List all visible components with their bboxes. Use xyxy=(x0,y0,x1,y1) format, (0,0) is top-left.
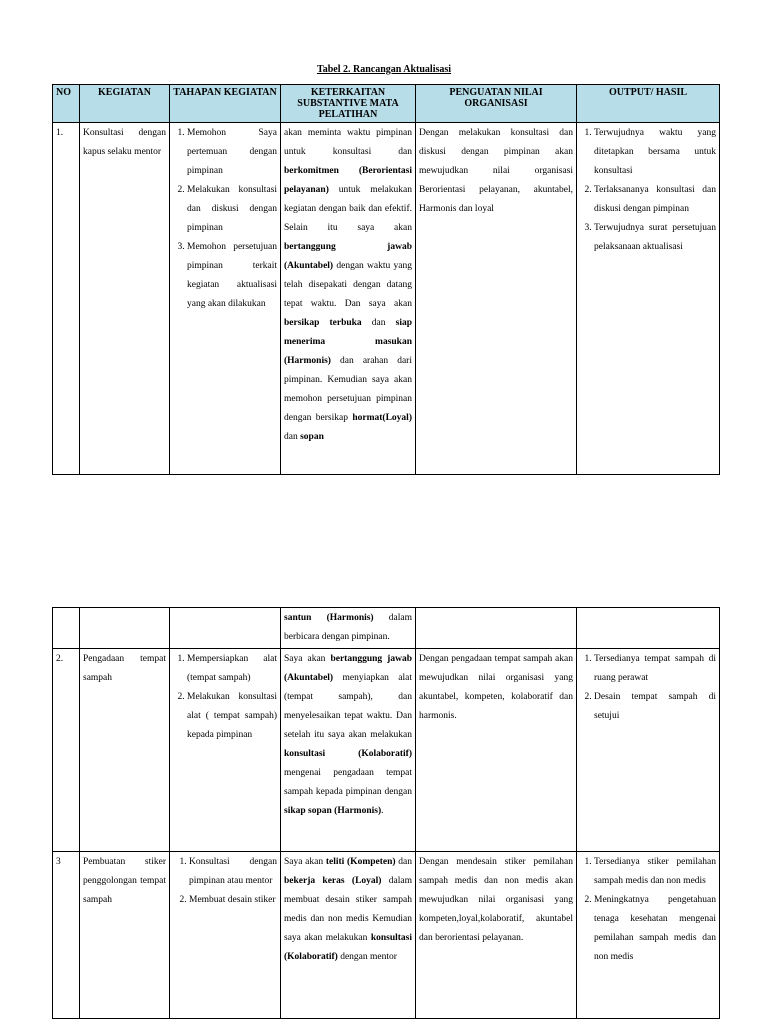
text-run: dalam membuat desain stiker sampah medis dan non medis Kemudian saya akan melakukan xyxy=(284,876,412,943)
text-run: mengenai pengadaan tempat sampah kepada pimpinan dengan xyxy=(284,768,412,797)
bold-run: bersikap terbuka xyxy=(284,318,362,328)
header-no: NO xyxy=(53,85,80,123)
tahapan-item: 2. Membuat desain stiker xyxy=(189,891,277,910)
text-run: Saya akan xyxy=(284,654,331,664)
table-row xyxy=(53,123,720,475)
text-run: dengan mentor xyxy=(337,952,397,962)
table-row xyxy=(53,608,720,649)
header-tahapan: TAHAPAN KEGIATAN xyxy=(170,85,281,123)
output-item: 1. Tersedianya stiker pemilahan sampah medis dan non medis xyxy=(594,853,716,891)
output-item: 2. Desain tempat sampah di setujui xyxy=(594,688,716,726)
row-kegiatan: Pembuatan stiker penggolongan tempat sampah xyxy=(80,852,170,1019)
row-output xyxy=(577,649,720,852)
table-row xyxy=(53,852,720,1019)
row-no: 2. xyxy=(53,649,80,852)
row-no: 3 xyxy=(53,852,80,1019)
row-keterkaitan xyxy=(281,608,416,649)
empty-cell xyxy=(170,608,281,649)
bold-run: konsultasi (Kolaboratif) xyxy=(284,749,412,759)
text-run: Saya akan xyxy=(284,857,326,867)
text-run: dalam berbicara dengan pimpinan. xyxy=(284,613,412,642)
bold-run: hormat(Loyal) xyxy=(352,413,412,423)
bold-run: konsultasi (Kolaboratif) xyxy=(284,933,412,962)
header-output: OUTPUT/ HASIL xyxy=(577,85,720,123)
text-run: dan xyxy=(284,432,301,442)
tahapan-item: 3. Memohon persetujuan pimpinan terkait kegiatan aktualisasi yang akan dilakukan xyxy=(187,238,277,314)
row-no: 1. xyxy=(53,123,80,475)
bold-run: bekerja keras (Loyal) xyxy=(284,876,382,886)
table-title: Tabel 2. Rancangan Aktualisasi xyxy=(316,64,452,75)
header-penguatan: PENGUATAN NILAI ORGANISASI xyxy=(416,85,577,123)
row-output xyxy=(577,123,720,475)
aktualisasi-table-part-1 xyxy=(52,84,720,475)
output-item: 1. Tersedianya tempat sampah di ruang perawat xyxy=(594,650,716,688)
tahapan-item: 1. Konsultasi dengan pimpinan atau mentor xyxy=(189,853,277,891)
text-run: dan xyxy=(395,857,413,867)
output-item: 2. Meningkatnya pengetahuan tenaga kesehatan mengenai pemilahan sampah medis dan non medis xyxy=(594,891,716,967)
row-penguatan: Dengan mendesain stiker pemilahan sampah medis dan non medis akan mewujudkan nilai organisasi yang kompeten,loyal,kolaboratif, akuntabel dan berorientasi pelayanan. xyxy=(416,852,577,1019)
bold-run: bertanggung jawab (Akuntabel) xyxy=(284,242,412,271)
bold-run: siap menerima masukan (Harmonis) xyxy=(284,318,412,366)
row-output xyxy=(577,852,720,1019)
header-keterkaitan: KETERKAITAN SUBSTANTIVE MATA PELATIHAN xyxy=(281,85,416,123)
text-run: menyiapkan alat (tempat sampah), dan menyelesaikan tepat waktu. Dan setelah itu saya akan melakukan xyxy=(284,673,412,740)
text-run: . xyxy=(381,806,384,816)
text-run: dan xyxy=(361,318,396,328)
row-keterkaitan xyxy=(281,852,416,1019)
header-row xyxy=(53,85,720,123)
row-tahapan xyxy=(170,649,281,852)
text-run: dengan waktu yang telah disepakati dengan datang tepat waktu. Dan saya akan xyxy=(284,261,412,309)
row-keterkaitan xyxy=(281,649,416,852)
bold-run: sopan xyxy=(300,432,324,442)
bold-run: teliti (Kompeten) xyxy=(325,857,396,867)
bold-run: sikap sopan (Harmonis) xyxy=(284,806,382,816)
tahapan-item: 2. Melakukan konsultasi dan diskusi dengan pimpinan xyxy=(187,181,277,238)
bold-run: berkomitmen (Berorientasi pelayanan) xyxy=(284,166,412,195)
output-item: 1. Terwujudnya waktu yang ditetapkan bersama untuk konsultasi xyxy=(594,124,716,181)
empty-cell xyxy=(577,608,720,649)
tahapan-item: 2. Melakukan konsultasi alat ( tempat sampah) kepada pimpinan xyxy=(187,688,277,745)
tahapan-item: 1. Mempersiapkan alat (tempat sampah) xyxy=(187,650,277,688)
text-run: akan meminta waktu pimpinan untuk konsultasi dan xyxy=(284,128,412,157)
bold-run: santun (Harmonis) xyxy=(284,613,374,623)
row-keterkaitan xyxy=(281,123,416,475)
header-kegiatan: KEGIATAN xyxy=(80,85,170,123)
text-run: dan arahan dari pimpinan. Kemudian saya akan memohon persetujuan pimpinan dengan bersikap xyxy=(284,356,412,423)
row-kegiatan: Pengadaan tempat sampah xyxy=(80,649,170,852)
row-tahapan xyxy=(170,123,281,475)
output-item: 3. Terwujudnya surat persetujuan pelaksanaan aktualisasi xyxy=(594,219,716,257)
text-run: untuk melakukan kegiatan dengan baik dan efektif. Selain itu saya akan xyxy=(284,185,412,233)
row-tahapan xyxy=(170,852,281,1019)
row-kegiatan: Konsultasi dengan kapus selaku mentor xyxy=(80,123,170,475)
bold-run: bertanggung jawab (Akuntabel) xyxy=(284,654,412,683)
tahapan-item: 1. Memohon Saya pertemuan dengan pimpinan xyxy=(187,124,277,181)
row-penguatan: Dengan melakukan konsultasi dan diskusi dengan pimpinan akan mewujudkan nilai organisasi Berorientasi pelayanan, akuntabel, Harmonis dan loyal xyxy=(416,123,577,475)
aktualisasi-table-part-2 xyxy=(52,607,720,1019)
empty-cell xyxy=(80,608,170,649)
output-item: 2. Terlaksananya konsultasi dan diskusi dengan pimpinan xyxy=(594,181,716,219)
row-penguatan: Dengan pengadaan tempat sampah akan mewujudkan nilai organisasi yang akuntabel, kompeten, kolaboratif dan harmonis. xyxy=(416,649,577,852)
table-row xyxy=(53,649,720,852)
empty-cell xyxy=(53,608,80,649)
empty-cell xyxy=(416,608,577,649)
